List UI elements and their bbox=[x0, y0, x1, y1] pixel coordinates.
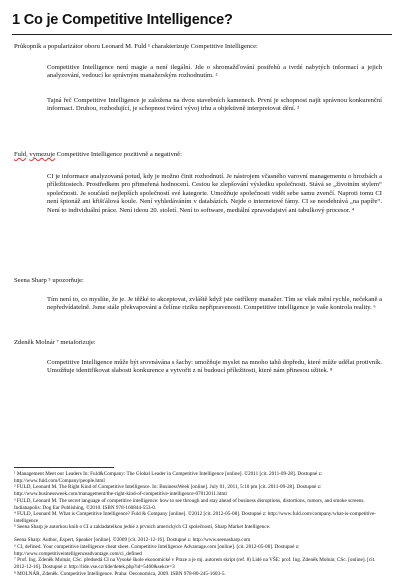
footnote-3: ³ FULD, Leonard M. The secret language of competitive intelligence: how to see through and stay ahead of business disruptions, distortions, rumors, and smoke screens. Indianapolis: Dog Ear Publishing, ©2010. ISBN 978-160844-553-0. bbox=[14, 498, 365, 511]
footnote-5: ⁵ Seena Sharp je autorkou knih o CI a zakladatelkou jedné z prvních amerických CI společností, Sharp Market Intelligence. bbox=[14, 524, 271, 530]
footnote-4: ⁴ FULD, Leonard M. What is Competitive Intelligence? Fuld & Company [online]. ©2012 [cit. 2012-05-08]. Dostupné z: http://www.fuld.com/company/what-is-competitive-intelligence bbox=[14, 511, 377, 524]
quote-fuld-definition: CI je informace analyzovaná potud, kdy je možno činit rozhodnutí. Je nástrojem včasného varovní managementu o hrozbách a příležitostech. Prostředkem pro přimeřená hodnocení. Cestou ke zlepšování výsledku společnosti. Stává se „životním stylem“ společnosti. Je součástí nejlepších společností své kategorie. Umožňuje společnosti vidět sebe samu zvenčí. Naproti tomu CI není špionáž ani křišťálová koule. Není vyhledáváním v databázích. Nejde o internetové fámy. CI se neodehrává „na papíře“. Není to individuální práce. Není ideou 20. století. Není to software, mediální zpravodajství ani tabulkový procesor. ⁴ bbox=[47, 173, 382, 214]
quote-fuld-1: Competitive Intelligence není magie a není ilegální. Jde o shromažďování postřehů a tvrdé nabytých informací a jejich analyzování, vedoucí ke správným manažerským rozhodnutím. ² bbox=[47, 64, 382, 80]
footnote-5-source: Seena Sharp: Author, Expert, Speaker [online]. ©2009 [cit. 2012-12-16]. Dostupné z: http://www.seenasharp.com bbox=[14, 537, 251, 543]
quote-molnar: Competitive Intelligence může být srovnávána s šachy: umožňuje myslet na mnoho tahů dopředu, které může udělat protivník. Umožňuje identifikovat slabosti konkurence a vytvořit z ní budoucí příležitosti, které nám přinesou užitek. ⁸ bbox=[47, 359, 382, 375]
spellcheck-word-vymezuje: vymezuje bbox=[29, 151, 56, 158]
intro-paragraph-fuld-2-text: Competitive Intelligence pozitivně a negativně: bbox=[55, 151, 182, 158]
footnote-separator bbox=[14, 467, 114, 468]
footnote-2: ² FULD, Leonard M. The Right Kind of Competitive Intelligence. In: BusinessWeek [online]. July 01, 2011, 5:10 pm [cit. 2011-09-28]. Dostupné z: http://www.businessweek.com/management/the-right-kind-of-competitive-intelligence-07012011.html bbox=[14, 484, 322, 497]
quote-fuld-2: Tajná řeč Competitive Intelligence je založena na dvou stavebních kamenech. První je schopnost najít správnou konkurenční informaci. Druhou, rozhodující, je schopnost tvůrci vývoj trhu a objektivně interpretovat dění. ³ bbox=[47, 97, 382, 113]
intro-paragraph-sharp: Seena Sharp ⁵ upozorňuje: bbox=[14, 277, 84, 284]
quote-sharp: Tím není to, co myslíte, že je. Je těžké to akceptovat, zvláště když jste ostříleny manažer. Tím se však mění rychle, nečekaně a nepředvídatelně. Jsme stále překvapováni a čelíme riziku nepřipravenosti. Competitive intelligence je vaše kontrola reality. ⁶ bbox=[47, 296, 382, 312]
section-heading: 1 Co je Competitive Intelligence? bbox=[12, 12, 233, 28]
footnote-6: ⁶ CI, defined. Your competitive intelligence cheat sheet. Competitive Intelligence Advantage.com [online]. [cit. 2012-05-08]. Dostupné z: http://www.competitiveintelligenceadvantage.com/ci_defined bbox=[14, 544, 300, 557]
footnote-8: ⁸ MOLNÁR, Zdeněk. Competitive Intelligence. Praha: Oeconomica, 2009. ISBN 978-80-245-1603-5. bbox=[14, 571, 226, 577]
footnote-7: ⁷ Prof. Ing. Zdeněk Molnár, CSc. předsedá CI na Vysoké škole ekonomické v Praze a je mj. autorem skript (ref. 8) Lidé na VŠE: prof. Ing. Zdeněk Molnár, CSc. [online]. [cit. 2012-12-16]. Dostupné z: http://lide.vse.cz/lide/detek.php?id=5460&sekce=3 bbox=[14, 557, 376, 570]
footnote-1: ¹ Management Meet our Leaders In: Fuld&Company: The Global Leader in Competitive Intelligence [online]. ©2011 [cit. 2011-09-28]. Dostupné z: http://www.fuld.com/Company/people.html bbox=[14, 471, 323, 484]
intro-paragraph-molnar: Zdeněk Molnár ⁷ metaforizuje: bbox=[14, 339, 96, 346]
heading-underline bbox=[12, 34, 392, 35]
intro-paragraph-fuld-2: Fuld, vymezuje Competitive Intelligence pozitivně a negativně: bbox=[14, 151, 182, 158]
spellcheck-word-fuld: Fuld bbox=[14, 151, 27, 158]
intro-paragraph-fuld: Průkopník a popularizátor oboru Leonard M. Fuld ¹ charakterizuje Competitive Intelligence: bbox=[14, 43, 258, 50]
